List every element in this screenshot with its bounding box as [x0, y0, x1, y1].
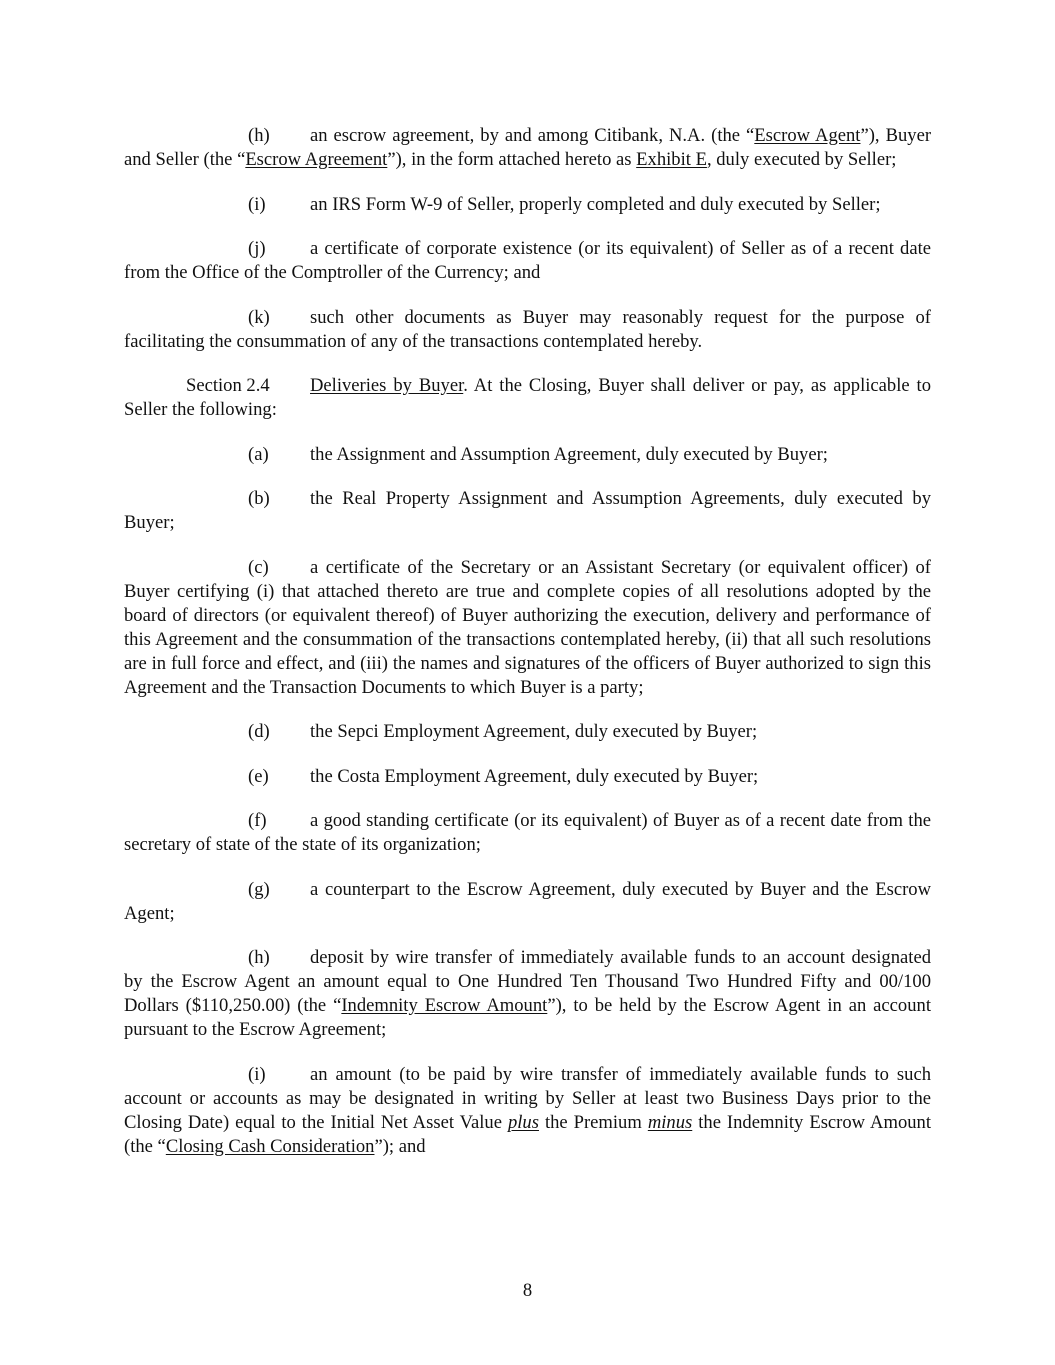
clause-paragraph — [124, 193, 931, 217]
clause-paragraph — [124, 1063, 931, 1159]
clause-text: the Real Property Assignment and Assumption Agreements, duly executed by Buyer; — [124, 488, 931, 533]
clause-text: ”), in the form attached hereto as — [387, 149, 637, 170]
clause-paragraph — [124, 124, 931, 172]
clause-text: such other documents as Buyer may reasonably request for the purpose of facilitating the consummation of any of the transactions contemplated hereby. — [124, 306, 931, 352]
defined-term: plus — [507, 1111, 539, 1133]
clause-paragraph — [124, 720, 931, 744]
defined-term: Indemnity Escrow Amount — [341, 995, 548, 1016]
clause-text: an escrow agreement, by and among Citibank, N.A. (the “ — [310, 125, 755, 146]
clause-label: (e) — [248, 765, 269, 787]
clause-paragraph — [124, 809, 931, 857]
page-number: 8 — [522, 1280, 533, 1301]
clause-paragraph — [124, 765, 931, 789]
clause-paragraph — [124, 878, 931, 926]
clause-text: the Premium — [538, 1111, 648, 1133]
clause-label: (c) — [248, 556, 269, 578]
clause-text: a certificate of corporate existence (or its equivalent) of Seller as of a recent date from the Office of the Comptroller of the Currency; and — [124, 238, 931, 283]
clause-paragraph — [124, 946, 931, 1042]
defined-term: Escrow Agent — [754, 125, 861, 146]
clause-text: a counterpart to the Escrow Agreement, duly executed by Buyer and the Escrow Agent; — [124, 878, 931, 924]
clause-text: ”); and — [374, 1135, 426, 1157]
clause-label: (i) — [248, 1063, 266, 1085]
clause-label: (h) — [248, 947, 270, 968]
clause-paragraph — [124, 443, 931, 467]
clause-text: a good standing certificate (or its equivalent) of Buyer as of a recent date from the secretary of state of the state of its organization; — [124, 810, 931, 855]
clause-text: a certificate of the Secretary or an Assistant Secretary (or equivalent officer) of Buyer certifying (i) that attached thereto are true and complete copies of all resolutions adopted by the board of directors (or equivalent thereof) of Buyer authorizing the execution, delivery and performance of this Agreement and the consummation of the transactions contemplated hereby, (ii) that all such resolutions are in full force and effect, and (iii) the names and signatures of the officers of Buyer authorized to sign this Agreement and the Transaction Documents to which Buyer is a party; — [124, 556, 931, 698]
clause-text: . At the Closing, Buyer shall deliver or pay, as applicable to Seller the following: — [124, 375, 931, 420]
defined-term: Deliveries by Buyer — [310, 375, 464, 396]
clause-label: (j) — [248, 238, 266, 259]
defined-term: Exhibit E — [636, 149, 707, 170]
clause-label: (k) — [248, 306, 270, 328]
clause-paragraph — [124, 556, 931, 700]
section-paragraph — [124, 374, 931, 422]
clause-paragraph — [124, 306, 931, 354]
defined-term: minus — [647, 1111, 693, 1133]
clause-paragraph — [124, 487, 931, 535]
clause-text: ”), to be held by the Escrow Agent in an account pursuant to the Escrow Agreement; — [124, 995, 931, 1040]
clause-text: the Costa Employment Agreement, duly executed by Buyer; — [310, 765, 759, 787]
document-body — [124, 124, 931, 1179]
defined-term: Closing Cash Consideration — [165, 1135, 375, 1157]
clause-text: ”), Buyer and Seller (the “ — [124, 125, 932, 170]
clause-text: the Sepci Employment Agreement, duly executed by Buyer; — [310, 721, 758, 742]
section-number: Section 2.4 — [186, 375, 270, 396]
clause-text: the Indemnity Escrow Amount (the “ — [124, 1111, 931, 1157]
clause-label: (h) — [248, 125, 270, 146]
clause-text: the Assignment and Assumption Agreement, duly executed by Buyer; — [310, 443, 828, 465]
clause-label: (b) — [248, 488, 270, 509]
clause-text: deposit by wire transfer of immediately available funds to an account designated by the Escrow Agent an amount equal to One Hundred Ten Thousand Two Hundred Fifty and 00/100 Dollars ($110,250.00) (the “ — [124, 947, 931, 1016]
clause-label: (g) — [248, 878, 270, 900]
clause-label: (d) — [248, 721, 270, 742]
clause-paragraph — [124, 237, 931, 285]
clause-label: (a) — [248, 443, 269, 465]
defined-term: Escrow Agreement — [245, 149, 388, 170]
clause-text: , duly executed by Seller; — [706, 149, 897, 170]
clause-label: (i) — [248, 193, 266, 215]
clause-text: an amount (to be paid by wire transfer of immediately available funds to such account or accounts as may be designated in writing by Seller at least two Business Days prior to the Closing Date) equal to the Initial Net Asset Value — [124, 1063, 931, 1133]
clause-text: an IRS Form W-9 of Seller, properly completed and duly executed by Seller; — [310, 193, 881, 215]
clause-label: (f) — [248, 810, 267, 831]
